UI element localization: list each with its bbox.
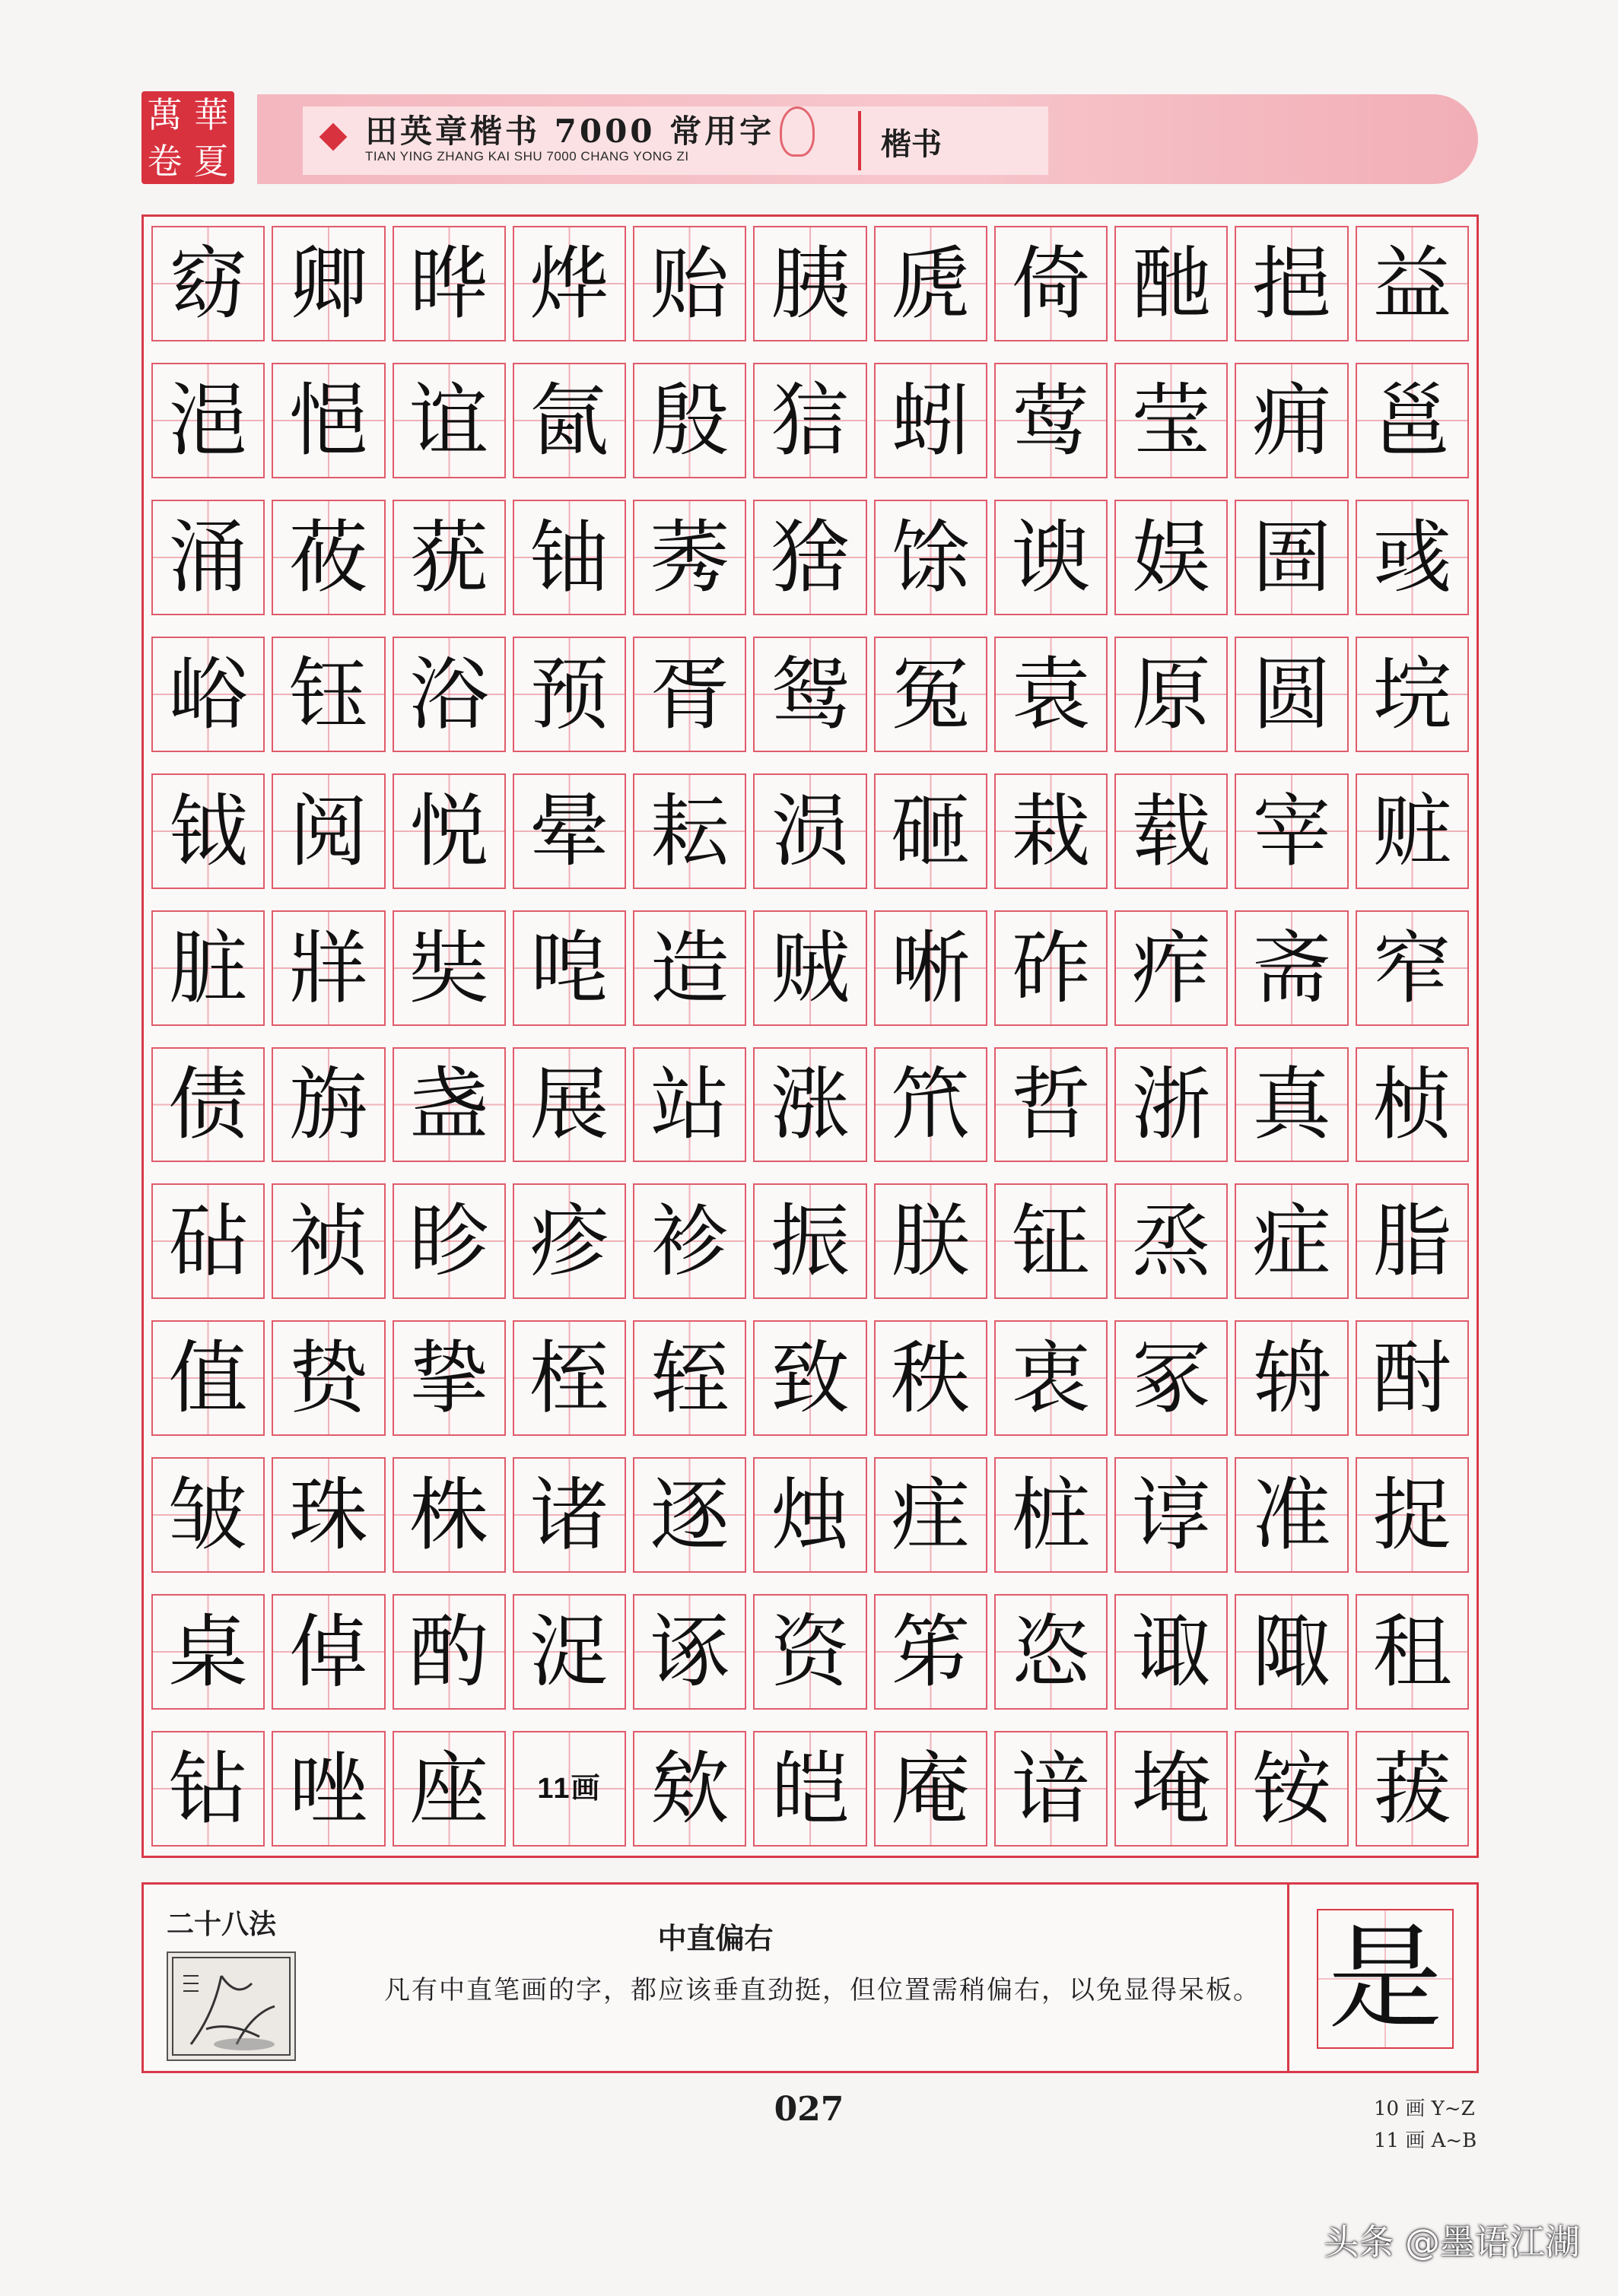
character-cell <box>633 500 746 615</box>
character: 珠 <box>288 1469 368 1562</box>
character-cell <box>753 1047 866 1163</box>
character: 狺 <box>770 373 850 467</box>
character: 倚 <box>1011 237 1091 330</box>
character: 捉 <box>1372 1469 1452 1562</box>
character: 埯 <box>1131 1742 1211 1836</box>
header-divider <box>858 111 861 170</box>
character-cell <box>633 910 746 1026</box>
character: 蚓 <box>891 373 971 467</box>
bamboo-painting-image <box>167 1951 296 2061</box>
character-cell <box>393 773 506 889</box>
character-cell <box>151 1731 265 1847</box>
character: 袁 <box>1011 647 1091 741</box>
character-cell <box>753 637 866 752</box>
character-cell <box>753 773 866 889</box>
character-cell <box>393 910 506 1026</box>
character-cell <box>1356 363 1469 478</box>
character-cell <box>994 1457 1108 1573</box>
character-cell <box>1235 773 1348 889</box>
book-pinyin: TIAN YING ZHANG KAI SHU 7000 CHANG YONG ZI <box>365 149 689 164</box>
character: 原 <box>1131 647 1211 741</box>
character: 胰 <box>770 237 850 330</box>
character: 莹 <box>1131 373 1211 467</box>
character: 袗 <box>650 1195 730 1288</box>
character-cell <box>1114 226 1228 341</box>
character-cell <box>874 226 987 341</box>
character-cell <box>1235 1457 1348 1573</box>
character: 桎 <box>529 1332 609 1425</box>
character-cell <box>994 226 1108 341</box>
character: 盏 <box>409 1058 489 1151</box>
character-cell <box>272 1594 385 1710</box>
character-cell <box>393 500 506 615</box>
cloud-ornament-icon <box>780 106 815 157</box>
example-character: 是 <box>1327 1913 1442 2045</box>
character-cell <box>393 1320 506 1436</box>
character-cell <box>994 773 1108 889</box>
character-cell <box>151 1320 265 1436</box>
character-cell <box>753 363 866 478</box>
character-cell <box>1114 1594 1228 1710</box>
character-cell <box>633 363 746 478</box>
character: 烝 <box>1131 1195 1211 1288</box>
character: 皱 <box>168 1469 248 1562</box>
character-cell <box>1114 1457 1228 1573</box>
stroke-count-label-cell <box>513 1731 626 1847</box>
character: 诼 <box>650 1605 730 1699</box>
character-cell <box>1356 637 1469 752</box>
stroke-range-line: 11 画 A~B <box>1374 2129 1477 2152</box>
character-cell <box>151 637 265 752</box>
character: 斋 <box>1252 921 1332 1015</box>
character: 倬 <box>288 1605 368 1699</box>
character: 宰 <box>1252 784 1332 878</box>
character: 莸 <box>409 510 489 604</box>
character-cell <box>874 910 987 1026</box>
character: 挚 <box>409 1332 489 1425</box>
page-number: 027 <box>774 2090 844 2129</box>
character-cell <box>393 1731 506 1847</box>
character-cell <box>513 773 626 889</box>
character-cell <box>633 1047 746 1163</box>
character-cell <box>1356 773 1469 889</box>
character-cell <box>633 1183 746 1299</box>
character: 痈 <box>1252 373 1332 467</box>
character: 准 <box>1252 1469 1332 1562</box>
character: 谙 <box>1011 1742 1091 1836</box>
character-cell <box>1356 910 1469 1026</box>
character: 皑 <box>770 1742 850 1836</box>
character-cell <box>272 1320 385 1436</box>
character: 酎 <box>1372 1332 1452 1425</box>
character-cell <box>151 226 265 341</box>
character: 殷 <box>650 373 730 467</box>
character-cell <box>393 1183 506 1299</box>
character: 莠 <box>650 510 730 604</box>
character: 痄 <box>1131 921 1211 1015</box>
character: 贼 <box>770 921 850 1015</box>
character-cell <box>994 1731 1108 1847</box>
character: 垸 <box>1372 647 1452 741</box>
character-cell <box>874 1594 987 1710</box>
character: 莺 <box>1011 373 1091 467</box>
character-cell <box>994 363 1108 478</box>
character: 猞 <box>770 510 850 604</box>
seal-char: 萬 <box>147 94 183 135</box>
character-cell <box>1356 500 1469 615</box>
character-cell <box>633 1320 746 1436</box>
character: 浙 <box>1131 1058 1211 1151</box>
character-cell <box>874 1047 987 1163</box>
character-cell <box>1114 910 1228 1026</box>
character-cell <box>994 1594 1108 1710</box>
stroke-range-line: 10 画 Y~Z <box>1374 2098 1475 2120</box>
character: 冢 <box>1131 1332 1211 1425</box>
character-cell <box>151 1457 265 1573</box>
character: 债 <box>168 1058 248 1151</box>
character-cell <box>1235 500 1348 615</box>
character: 症 <box>1252 1195 1332 1288</box>
character: 贽 <box>288 1332 368 1425</box>
character-cell <box>151 1183 265 1299</box>
character: 浴 <box>409 647 489 741</box>
character: 莜 <box>288 510 368 604</box>
character-cell <box>513 226 626 341</box>
character-cell <box>1114 637 1228 752</box>
character-grid <box>141 214 1479 1858</box>
character-cell <box>753 226 866 341</box>
character-cell <box>1356 1594 1469 1710</box>
character-cell <box>1235 226 1348 341</box>
character-cell <box>1235 1320 1348 1436</box>
character-cell <box>1356 1047 1469 1163</box>
character-cell <box>393 1047 506 1163</box>
character-cell <box>633 637 746 752</box>
character: 桢 <box>1372 1058 1452 1151</box>
character: 真 <box>1252 1058 1332 1151</box>
character-cell <box>753 910 866 1026</box>
note-divider <box>1287 1885 1289 2071</box>
character-cell <box>272 637 385 752</box>
character-cell <box>151 363 265 478</box>
character: 涌 <box>168 510 248 604</box>
seal-char: 夏 <box>193 140 229 182</box>
character: 砧 <box>168 1195 248 1288</box>
character: 站 <box>650 1058 730 1151</box>
character: 峪 <box>168 647 248 741</box>
character: 彧 <box>1372 510 1452 604</box>
character: 造 <box>650 921 730 1015</box>
character: 耘 <box>650 784 730 878</box>
bamboo-painting-icon <box>168 1953 294 2059</box>
stroke-count-label: 11画 <box>537 1773 602 1805</box>
character: 虒 <box>891 237 971 330</box>
character: 悦 <box>409 784 489 878</box>
character-cell <box>272 910 385 1026</box>
character-cell <box>513 1047 626 1163</box>
character-cell <box>874 773 987 889</box>
character-cell <box>393 637 506 752</box>
character-cell <box>874 500 987 615</box>
character-cell <box>874 363 987 478</box>
character-cell <box>272 1731 385 1847</box>
method-note <box>141 1882 1479 2073</box>
character-cell <box>1114 1183 1228 1299</box>
character-cell <box>151 500 265 615</box>
section-tag: 楷书 <box>881 126 942 162</box>
character: 烛 <box>770 1469 850 1562</box>
character-cell <box>753 1457 866 1573</box>
character-cell <box>994 500 1108 615</box>
character-cell <box>513 500 626 615</box>
character-cell <box>513 1457 626 1573</box>
character-cell <box>1356 1320 1469 1436</box>
character: 悒 <box>288 373 368 467</box>
character: 振 <box>770 1195 850 1288</box>
character-cell <box>151 1047 265 1163</box>
character-cell <box>1356 1183 1469 1299</box>
character-cell <box>1235 1047 1348 1163</box>
character: 栽 <box>1011 784 1091 878</box>
character: 诹 <box>1131 1605 1211 1699</box>
character-cell <box>994 1047 1108 1163</box>
character: 庵 <box>891 1742 971 1836</box>
character-cell <box>1356 1731 1469 1847</box>
character-cell <box>1356 226 1469 341</box>
character: 浥 <box>168 373 248 467</box>
character-cell <box>1114 1731 1228 1847</box>
character: 哲 <box>1011 1058 1091 1151</box>
character: 笫 <box>891 1605 971 1699</box>
character-cell <box>272 226 385 341</box>
character: 陬 <box>1252 1605 1332 1699</box>
character-cell <box>874 1731 987 1847</box>
character: 谆 <box>1131 1469 1211 1562</box>
character: 值 <box>168 1332 248 1425</box>
character: 诸 <box>529 1469 609 1562</box>
character: 馀 <box>891 510 971 604</box>
character: 祯 <box>288 1195 368 1288</box>
character: 贻 <box>650 237 730 330</box>
character-grid-cells <box>144 217 1477 1856</box>
character-cell <box>151 773 265 889</box>
note-text: 凡有中直笔画的字，都应该垂直劲挺，但位置需稍偏右，以免显得呆板。 <box>384 1975 1260 2005</box>
character: 涨 <box>770 1058 850 1151</box>
character: 铀 <box>529 510 609 604</box>
character: 奘 <box>409 921 489 1015</box>
character-cell <box>633 1457 746 1573</box>
character-cell <box>874 1457 987 1573</box>
character: 窈 <box>168 237 248 330</box>
character: 疹 <box>529 1195 609 1288</box>
character-cell <box>753 1594 866 1710</box>
character: 逐 <box>650 1469 730 1562</box>
character-cell <box>753 500 866 615</box>
character: 唑 <box>288 1742 368 1836</box>
character: 砸 <box>891 784 971 878</box>
character-cell <box>994 1320 1108 1436</box>
character: 氤 <box>529 373 609 467</box>
character: 桩 <box>1011 1469 1091 1562</box>
character-cell <box>1235 1731 1348 1847</box>
character: 圆 <box>1252 647 1332 741</box>
character: 展 <box>529 1058 609 1151</box>
seal-char: 卷 <box>147 140 183 182</box>
character-cell <box>393 226 506 341</box>
character-cell <box>1114 773 1228 889</box>
character: 钰 <box>288 647 368 741</box>
character-cell <box>753 1183 866 1299</box>
character: 挹 <box>1252 237 1332 330</box>
note-title: 中直偏右 <box>657 1921 774 1955</box>
character-cell <box>513 1594 626 1710</box>
character-cell <box>151 910 265 1026</box>
character-cell <box>393 1594 506 1710</box>
character: 恣 <box>1011 1605 1091 1699</box>
character: 朕 <box>891 1195 971 1288</box>
character: 轾 <box>650 1332 730 1425</box>
character: 唣 <box>529 921 609 1015</box>
character: 烨 <box>529 237 609 330</box>
character: 秩 <box>891 1332 971 1425</box>
character: 欸 <box>650 1742 730 1836</box>
character: 钻 <box>168 1742 248 1836</box>
character-cell <box>151 1594 265 1710</box>
character-cell <box>1114 1320 1228 1436</box>
character-cell <box>994 637 1108 752</box>
character-cell <box>633 226 746 341</box>
book-title: 田英章楷书 7000 常用字 <box>365 113 775 150</box>
character-cell <box>994 1183 1108 1299</box>
character: 辀 <box>1252 1332 1332 1425</box>
character: 益 <box>1372 237 1452 330</box>
character-cell <box>633 1731 746 1847</box>
character-cell <box>513 637 626 752</box>
character-cell <box>1235 363 1348 478</box>
character: 钲 <box>1011 1195 1091 1288</box>
character: 谀 <box>1011 510 1091 604</box>
character-cell <box>513 1183 626 1299</box>
character: 窄 <box>1372 921 1452 1015</box>
character: 载 <box>1131 784 1211 878</box>
character: 脏 <box>168 921 248 1015</box>
character: 旃 <box>288 1058 368 1151</box>
character: 酏 <box>1131 237 1211 330</box>
character: 铵 <box>1252 1742 1332 1836</box>
character-cell <box>393 363 506 478</box>
character: 赃 <box>1372 784 1452 878</box>
watermark: 头条 @墨语江湖 <box>1324 2221 1580 2263</box>
character-cell <box>1235 1594 1348 1710</box>
character: 致 <box>770 1332 850 1425</box>
character: 胥 <box>650 647 730 741</box>
character-cell <box>633 1594 746 1710</box>
character-cell <box>272 1457 385 1573</box>
note-heading: 二十八法 <box>167 1908 277 1940</box>
character-cell <box>1235 910 1348 1026</box>
character: 浞 <box>529 1605 609 1699</box>
character: 眕 <box>409 1195 489 1288</box>
character-cell <box>272 1047 385 1163</box>
character-cell <box>1114 1047 1228 1163</box>
character: 株 <box>409 1469 489 1562</box>
character-cell <box>1114 500 1228 615</box>
character: 座 <box>409 1742 489 1836</box>
character: 衷 <box>1011 1332 1091 1425</box>
publisher-seal <box>141 91 234 184</box>
character: 疰 <box>891 1469 971 1562</box>
character: 娱 <box>1131 510 1211 604</box>
character: 牂 <box>288 921 368 1015</box>
character-cell <box>513 363 626 478</box>
character: 菝 <box>1372 1742 1452 1836</box>
character-cell <box>753 1731 866 1847</box>
character: 鸳 <box>770 647 850 741</box>
character-cell <box>994 910 1108 1026</box>
character-cell <box>874 637 987 752</box>
character: 桌 <box>168 1605 248 1699</box>
character-cell <box>272 500 385 615</box>
character: 冤 <box>891 647 971 741</box>
character-cell <box>874 1183 987 1299</box>
character-cell <box>1114 363 1228 478</box>
character: 资 <box>770 1605 850 1699</box>
character: 砟 <box>1011 921 1091 1015</box>
character: 圄 <box>1252 510 1332 604</box>
character-cell <box>272 363 385 478</box>
character: 钺 <box>168 784 248 878</box>
character: 晕 <box>529 784 609 878</box>
character-cell <box>272 773 385 889</box>
character-cell <box>393 1457 506 1573</box>
character: 谊 <box>409 373 489 467</box>
character: 预 <box>529 647 609 741</box>
character-cell <box>1235 1183 1348 1299</box>
character-cell <box>1235 637 1348 752</box>
character: 酌 <box>409 1605 489 1699</box>
character: 涢 <box>770 784 850 878</box>
character: 脂 <box>1372 1195 1452 1288</box>
stroke-range <box>1374 2093 1477 2157</box>
character: 笊 <box>891 1058 971 1151</box>
character-cell <box>513 1320 626 1436</box>
character-cell <box>753 1320 866 1436</box>
character-cell <box>633 773 746 889</box>
character: 卿 <box>288 237 368 330</box>
character-cell <box>874 1320 987 1436</box>
character: 阅 <box>288 784 368 878</box>
character: 租 <box>1372 1605 1452 1699</box>
character: 邕 <box>1372 373 1452 467</box>
character: 晔 <box>409 237 489 330</box>
character-cell <box>272 1183 385 1299</box>
character-cell <box>513 910 626 1026</box>
example-character-box <box>1317 1909 1454 2049</box>
character-cell <box>1356 1457 1469 1573</box>
seal-char: 華 <box>193 94 229 135</box>
character: 唽 <box>891 921 971 1015</box>
